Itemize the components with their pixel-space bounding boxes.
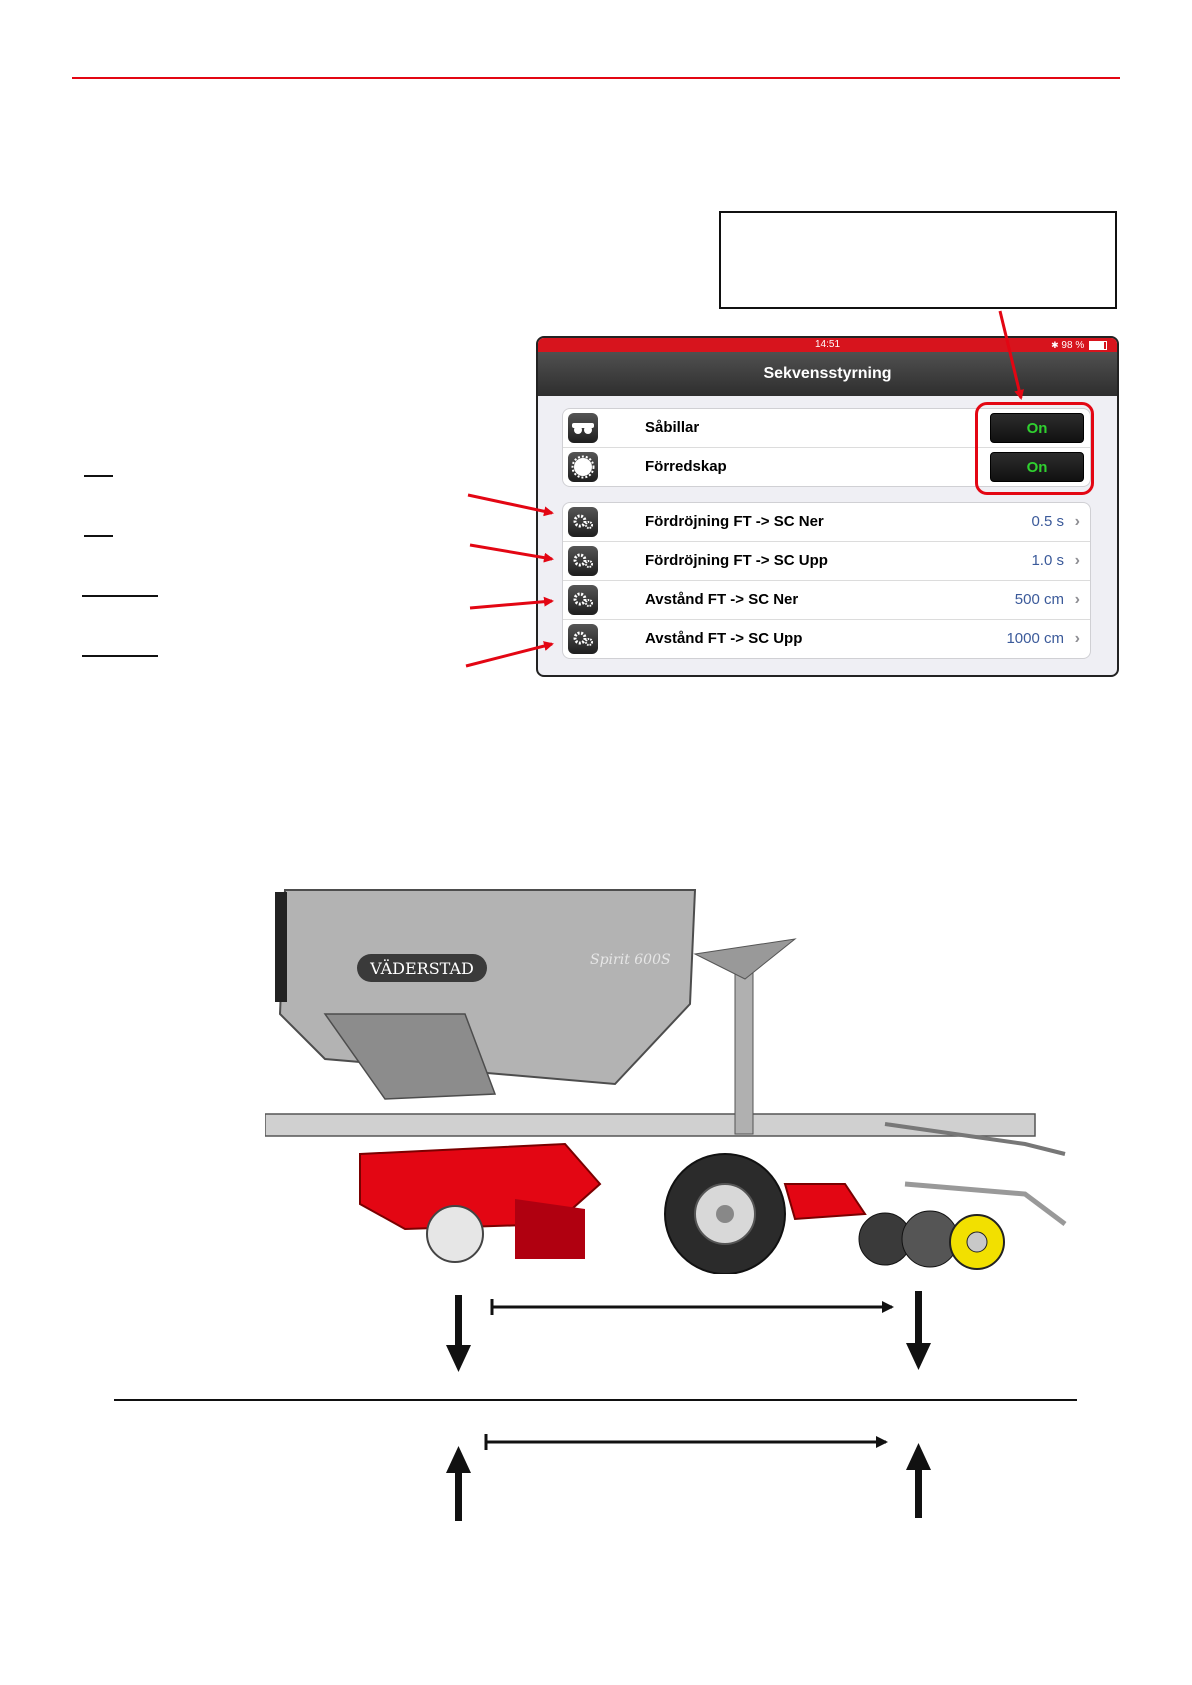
toggle-label: Förredskap [645, 458, 727, 475]
setting-label: Avstånd FT -> SC Ner [645, 591, 799, 608]
pointer-arrows [0, 0, 1192, 700]
setting-label: Avstånd FT -> SC Upp [645, 630, 803, 647]
chevron-right-icon: › [1074, 630, 1080, 647]
chevron-right-icon: › [1074, 513, 1080, 530]
setting-value: 1.0 s [1031, 552, 1064, 569]
callout-arrow [1000, 311, 1021, 398]
bluetooth-icon: ✱ [1051, 340, 1059, 350]
setting-arrow [470, 545, 552, 559]
status-time: 14:51 [814, 339, 841, 350]
raise-arrow-rear [906, 1443, 931, 1518]
nav-title: Sekvensstyrning [538, 352, 1117, 396]
setting-arrow [470, 601, 552, 608]
setting-value: 0.5 s [1031, 513, 1064, 530]
toggle-label: Såbillar [645, 419, 700, 436]
raise-arrow-front [446, 1446, 471, 1521]
sequence-diagram [0, 1290, 1192, 1530]
chevron-right-icon: › [1074, 552, 1080, 569]
setting-value: 500 cm [1014, 591, 1064, 608]
model-name: Spirit 600S [590, 952, 671, 968]
battery-text: 98 % [1061, 340, 1085, 351]
setting-value: 1000 cm [1006, 630, 1064, 647]
setting-label: Fördröjning FT -> SC Upp [645, 552, 828, 569]
text-underline [84, 535, 113, 537]
seed-drill-illustration [265, 884, 1095, 1274]
text-underline [82, 595, 158, 597]
setting-arrow [468, 495, 552, 513]
sabillar-toggle[interactable]: On [990, 413, 1084, 443]
lower-arrow-front [446, 1295, 471, 1372]
chevron-right-icon: › [1074, 591, 1080, 608]
text-underline [82, 655, 158, 657]
setting-arrow [466, 644, 552, 666]
separator-line [114, 1399, 1077, 1401]
forredskap-toggle[interactable]: On [990, 452, 1084, 482]
setting-label: Fördröjning FT -> SC Ner [645, 513, 824, 530]
brand-logo: VÄDERSTAD [370, 959, 474, 978]
lower-arrow-rear [906, 1291, 931, 1370]
text-underline [84, 475, 113, 477]
